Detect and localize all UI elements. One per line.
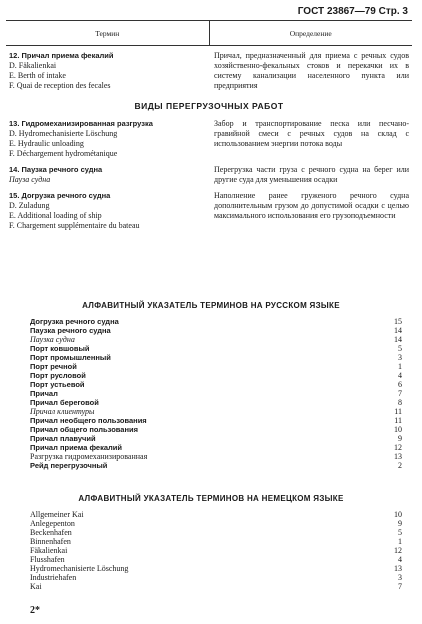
- index-row: [30, 317, 402, 326]
- term-de: D. Hydromechanisierte Löschung: [9, 129, 118, 138]
- index-number: 2: [398, 461, 402, 470]
- term-cell: [6, 189, 206, 233]
- terms-table: [6, 20, 412, 233]
- index-row: [30, 537, 402, 546]
- index-number: 12: [394, 546, 402, 555]
- index-number: 4: [398, 555, 402, 564]
- index-ru-title: АЛФАВИТНЫЙ УКАЗАТЕЛЬ ТЕРМИНОВ НА РУССКОМ ЯЗЫКЕ: [82, 301, 340, 310]
- definition-cell: Забор и транспортирование песка или песчано-гравийной смеси с речных судов на склад с использованием энергии потока воды: [214, 119, 409, 148]
- index-number: 11: [394, 407, 402, 416]
- index-row: [30, 582, 402, 591]
- index-term: Порт устьевой: [30, 380, 85, 389]
- term-de: D. Zuladung: [9, 201, 50, 210]
- index-number: 3: [398, 573, 402, 582]
- index-term: Allgemeiner Kai: [30, 510, 84, 519]
- index-number: 6: [398, 380, 402, 389]
- index-row: [30, 389, 402, 398]
- index-term: Причал необщего пользования: [30, 416, 147, 425]
- section-title: ВИДЫ ПЕРЕГРУЗОЧНЫХ РАБОТ: [134, 101, 284, 111]
- term-fr: F. Chargement supplémentaire du bateau: [9, 221, 140, 230]
- index-term: Причал приема фекалий: [30, 443, 122, 452]
- table-row: [6, 117, 412, 161]
- index-row: [30, 398, 402, 407]
- term-en: E. Hydraulic unloading: [9, 139, 84, 148]
- term-de: D. Fäkalienkai: [9, 61, 57, 70]
- index-term: Причал общего пользования: [30, 425, 138, 434]
- index-term: Flusshafen: [30, 555, 65, 564]
- index-number: 4: [398, 371, 402, 380]
- index-term: Порт промышленный: [30, 353, 111, 362]
- index-row: [30, 519, 402, 528]
- term-en: E. Berth of intake: [9, 71, 66, 80]
- index-term: Порт русловой: [30, 371, 86, 380]
- definition-cell: Причал, предназначенный для приема с речных судов хозяйственно-фекальных стоков и перекачки их в систему канализации населенного пункта или предприятия: [214, 51, 409, 90]
- term-fr: F. Quai de reception des fecales: [9, 81, 111, 90]
- index-term: Разгрузка гидромеханизированная: [30, 452, 148, 461]
- index-row: [30, 555, 402, 564]
- index-row: [30, 425, 402, 434]
- index-number: 1: [398, 537, 402, 546]
- table-row: [6, 49, 412, 93]
- index-number: 10: [394, 425, 402, 434]
- index-de-title: АЛФАВИТНЫЙ УКАЗАТЕЛЬ ТЕРМИНОВ НА НЕМЕЦКОМ ЯЗЫКЕ: [78, 494, 344, 503]
- index-number: 5: [398, 528, 402, 537]
- term-cell: [6, 163, 206, 187]
- index-term: Догрузка речного судна: [30, 317, 119, 326]
- term-en: E. Additional loading of ship: [9, 211, 102, 220]
- index-term: Паузка судна: [30, 335, 75, 344]
- definition-cell: Перегрузка части груза с речного судна на берег или другие суда для уменьшения осадки: [214, 165, 409, 184]
- index-row: [30, 528, 402, 537]
- index-term: Kai: [30, 582, 42, 591]
- table-row: [6, 189, 412, 233]
- index-number: 5: [398, 344, 402, 353]
- index-de-list: [30, 510, 402, 591]
- index-number: 1: [398, 362, 402, 371]
- index-number: 7: [398, 389, 402, 398]
- table-header: [6, 20, 412, 46]
- index-row: [30, 362, 402, 371]
- index-number: 3: [398, 353, 402, 362]
- index-number: 7: [398, 582, 402, 591]
- term-title: 14. Паузка речного судна: [9, 165, 103, 174]
- page-header: ГОСТ 23867—79 Стр. 3: [297, 6, 408, 17]
- index-number: 15: [394, 317, 402, 326]
- index-number: 9: [398, 519, 402, 528]
- index-term: Anlegepenton: [30, 519, 75, 528]
- index-row: [30, 353, 402, 362]
- term-alt: Пауза судна: [9, 175, 51, 184]
- index-number: 8: [398, 398, 402, 407]
- index-number: 10: [394, 510, 402, 519]
- index-row: [30, 573, 402, 582]
- index-row: [30, 443, 402, 452]
- index-number: 14: [394, 326, 402, 335]
- index-row: [30, 326, 402, 335]
- index-row: [30, 452, 402, 461]
- column-header-definition: Определение: [289, 28, 332, 38]
- page-footer-mark: 2*: [30, 605, 40, 616]
- index-row: [30, 546, 402, 555]
- term-title: 15. Догрузка речного судна: [9, 191, 111, 200]
- index-term: Fäkalienkai: [30, 546, 68, 555]
- index-ru-list: [30, 317, 402, 470]
- index-term: Beckenhafen: [30, 528, 72, 537]
- index-term: Порт речной: [30, 362, 77, 371]
- term-cell: [6, 49, 206, 93]
- column-header-term: Термин: [6, 21, 210, 45]
- index-row: [30, 434, 402, 443]
- index-row: [30, 380, 402, 389]
- index-number: 11: [394, 416, 402, 425]
- index-term: Порт ковшовый: [30, 344, 90, 353]
- table-row: [6, 163, 412, 187]
- term-title: 12. Причал приема фекалий: [9, 51, 114, 60]
- index-number: 13: [394, 564, 402, 573]
- definition-cell: Наполнение ранее груженого речного судна дополнительным грузом до допустимой осадки с целью максимального использования его грузоподъемности: [214, 191, 409, 220]
- index-term: Industriehafen: [30, 573, 77, 582]
- index-term: Паузка речного судна: [30, 326, 111, 335]
- term-title: 13. Гидромеханизированная разгрузка: [9, 119, 153, 128]
- index-row: [30, 510, 402, 519]
- index-row: [30, 371, 402, 380]
- index-number: 9: [398, 434, 402, 443]
- term-cell: [6, 117, 206, 161]
- index-term: Рейд перегрузочный: [30, 461, 108, 470]
- index-row: [30, 335, 402, 344]
- index-row: [30, 416, 402, 425]
- index-term: Binnenhafen: [30, 537, 71, 546]
- index-number: 12: [394, 443, 402, 452]
- term-fr: F. Déchargement hydrométanique: [9, 149, 118, 158]
- index-row: [30, 461, 402, 470]
- index-row: [30, 344, 402, 353]
- index-row: [30, 407, 402, 416]
- index-term: Причал плавучий: [30, 434, 96, 443]
- index-term: Причал клиентуры: [30, 407, 95, 416]
- index-number: 14: [394, 335, 402, 344]
- index-number: 13: [394, 452, 402, 461]
- index-row: [30, 564, 402, 573]
- index-term: Hydromechanisierte Löschung: [30, 564, 129, 573]
- index-term: Причал: [30, 389, 58, 398]
- index-term: Причал береговой: [30, 398, 99, 407]
